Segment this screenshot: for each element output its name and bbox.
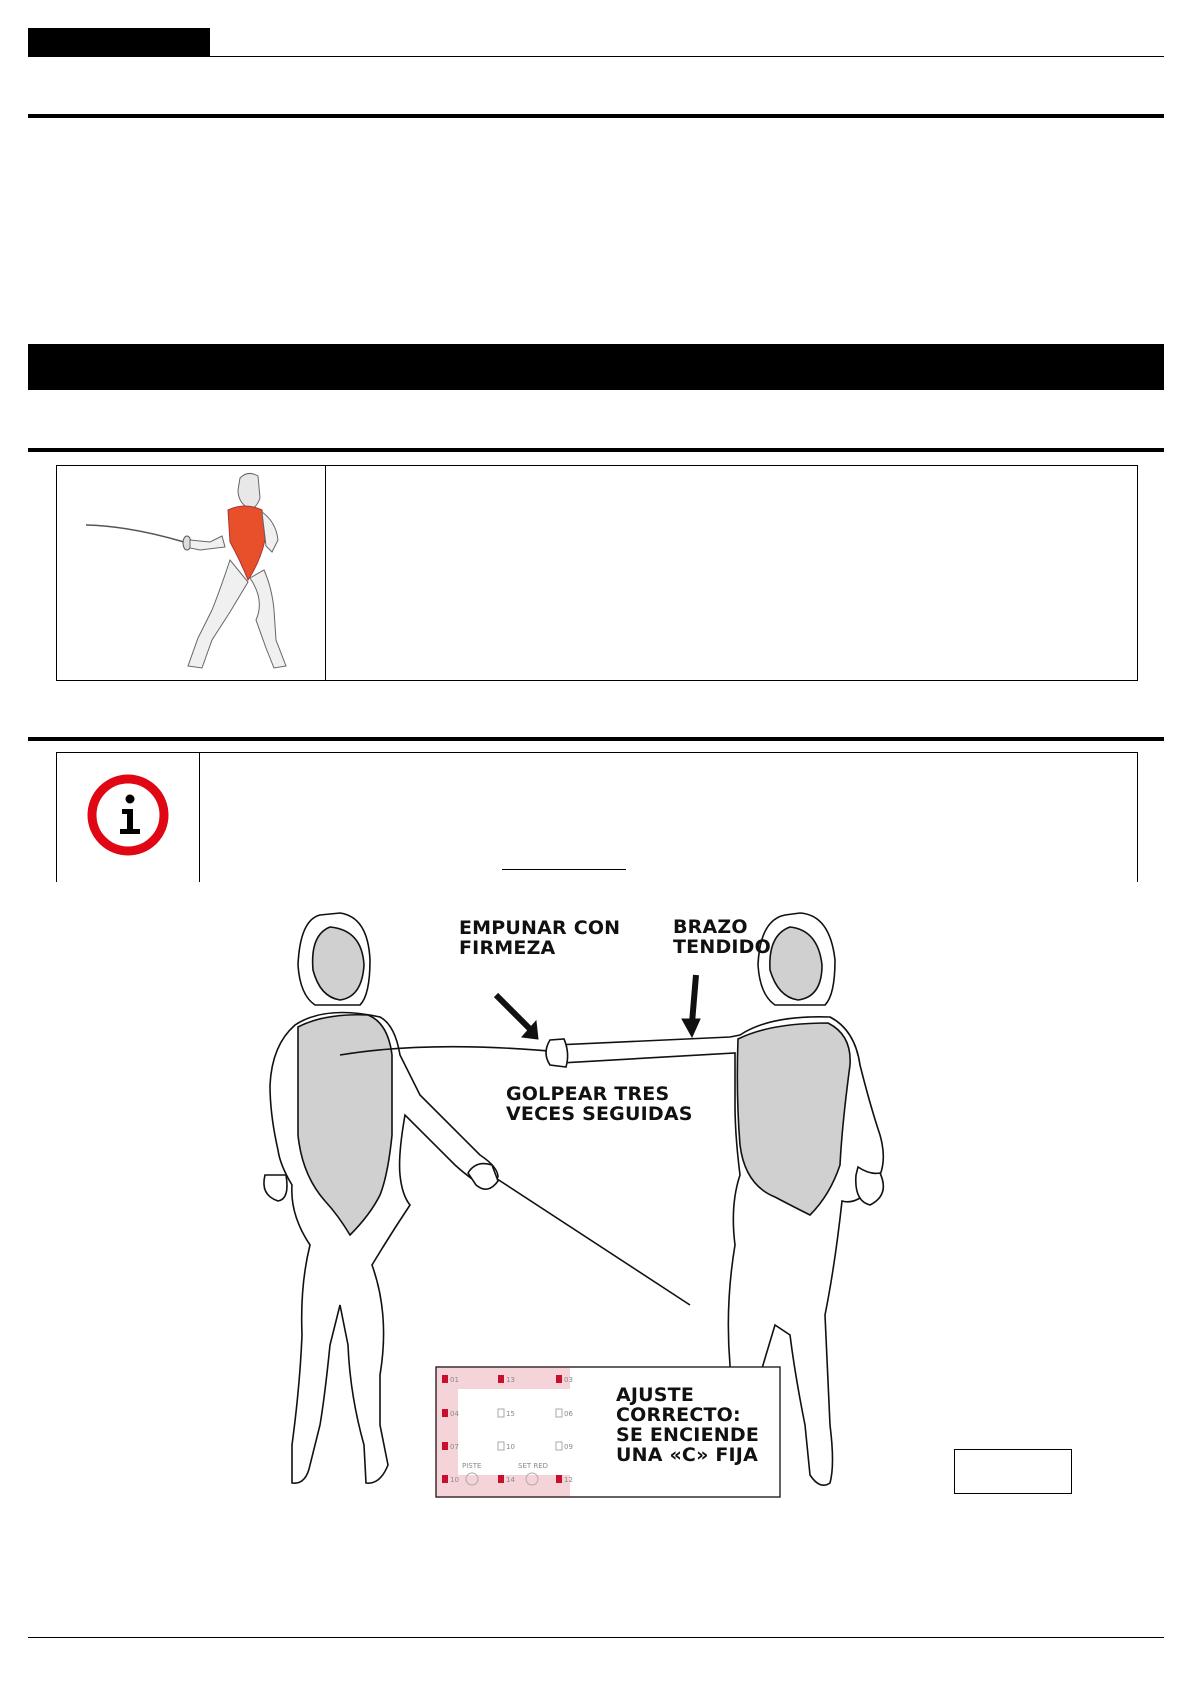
blank-underline [502, 869, 626, 870]
left-fencer-glove [264, 1175, 287, 1201]
svg-text:04: 04 [450, 1410, 459, 1418]
fencer-arm [190, 536, 225, 550]
svg-text:SET RED: SET RED [518, 1462, 549, 1470]
grip-arrow [496, 995, 532, 1031]
hit-callout: GOLPEAR TRES VECES SEGUIDAS [506, 1083, 693, 1125]
fencer-sword [86, 525, 184, 542]
svg-text:10: 10 [506, 1443, 515, 1451]
right-fencer-guard [546, 1039, 568, 1067]
header-rule [28, 56, 1164, 57]
svg-text:09: 09 [564, 1443, 573, 1451]
section-title-bar [28, 344, 1164, 390]
svg-text:01: 01 [450, 1376, 459, 1384]
grip-callout: EMPUNAR CON FIRMEZA [459, 917, 621, 959]
section-rule-2 [28, 448, 1164, 452]
footer-rule [28, 1637, 1164, 1638]
arm-arrow [692, 975, 696, 1023]
fencer-box-divider [325, 465, 326, 681]
svg-text:14: 14 [506, 1476, 515, 1484]
fencer-mask [238, 473, 260, 508]
svg-text:03: 03 [564, 1376, 573, 1384]
svg-text:12: 12 [564, 1476, 573, 1484]
fencer-back-leg [250, 570, 286, 668]
section-rule-3 [28, 737, 1164, 741]
lunging-fencer-image [80, 470, 320, 678]
section-rule-1 [28, 114, 1164, 118]
right-fencer-glove [856, 1167, 884, 1205]
result-callout: AJUSTE CORRECTO: SE ENCIENDE UNA «C» FIJA [616, 1384, 760, 1466]
svg-text:13: 13 [506, 1376, 515, 1384]
svg-text:07: 07 [450, 1443, 459, 1451]
fencer-front-leg [188, 560, 248, 668]
left-fencer-guard [468, 1164, 498, 1190]
left-fencer-sword [488, 1173, 690, 1305]
svg-text:10: 10 [450, 1476, 459, 1484]
svg-text:06: 06 [564, 1410, 573, 1418]
arm-callout: BRAZO TENDIDO [673, 916, 772, 958]
header-tab [28, 28, 210, 56]
info-icon [84, 771, 172, 859]
info-box [56, 752, 1138, 882]
svg-text:15: 15 [506, 1410, 515, 1418]
svg-text:PISTE: PISTE [462, 1462, 482, 1470]
info-box-divider [199, 752, 200, 882]
empty-label-box [954, 1449, 1072, 1494]
fencers-setup-illustration [230, 905, 970, 1505]
